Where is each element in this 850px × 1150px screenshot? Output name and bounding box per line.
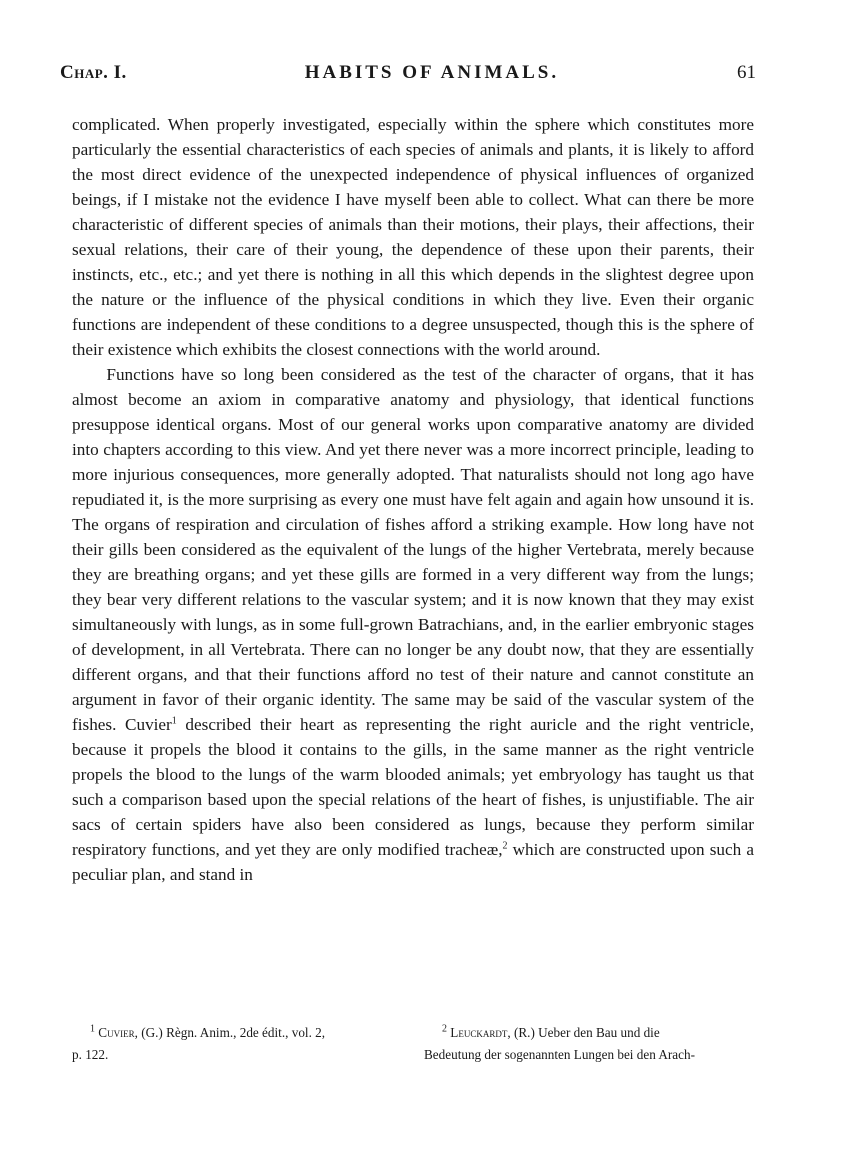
footnote-text: , (G.) Règn. Anim., 2de édit., vol. 2, (134, 1025, 326, 1040)
page-number: 61 (736, 62, 756, 83)
footnote-text: , (R.) Ueber den Bau und die (507, 1025, 660, 1040)
paragraph (72, 362, 754, 887)
footnote-marker: 1 (90, 1023, 95, 1035)
footnote-1 (72, 1022, 392, 1066)
footnote-ref: 2 (502, 840, 508, 852)
footnote-line (424, 1022, 754, 1044)
paragraph-text: Functions have so long been considered as the test of the character of organs, that it has almost become an axiom in comparative anatomy and physiology, that identical functions presuppose identical organs. Most of our general works upon comparative anatomy are divided into chapters according to this view. And yet there never was a more incorrect principle, leading to more injurious consequences, more generally adopted. That naturalists should not long ago have repudiated it, is the more surprising as every one must have felt again and again how unsound it is. The organs of respiration and circulation of fishes afford a striking example. How long have not their gills been considered as the equivalent of the lungs of the higher Vertebrata, merely because they are breathing organs; and yet these gills are formed in a very different way from the lungs; they bear very different relations to the vascular system; and it is now known that they may exist simultaneously with lungs, as in some full-grown Batrachians, and, in the earlier embryonic stages of development, in all Vertebrata. There can no longer be any doubt now, that they are essentially different organs, and that their functions afford no test of their nature and cannot constitute an argument in favor of their organic identity. The same may be said of the vascular system of the fishes. Cuvier (72, 365, 754, 734)
chapter-label: Chap. I. (60, 62, 127, 83)
body-text (72, 112, 754, 887)
footnote-line (72, 1022, 392, 1044)
footnote-author: Leuckardt (450, 1025, 508, 1040)
paragraph-text: which are constructed upon such a peculiar plan, and stand in (72, 840, 755, 884)
footnotes (72, 1022, 754, 1066)
footnote-ref: 1 (171, 715, 177, 727)
paragraph: complicated. When properly investigated, especially within the sphere which constitutes more particularly the essential characteristics of each species of animals and plants, it is likely to afford the most direct evidence of the unexpected independence of physical influences of organized beings, if I mistake not the evidence I have myself been able to collect. What can there be more characteristic of different species of animals than their motions, their plays, their affections, their sexual relations, their care of their young, the dependence of these upon their parents, their instincts, etc., etc.; and yet there is nothing in all this which depends in the slightest degree upon the nature or the influence of the physical conditions in which they live. Even their organic functions are independent of these conditions to a degree unsuspected, though this is the sphere of their existence which exhibits the closest connections with the world around. (72, 115, 754, 359)
footnote-line: Bedeutung der sogenannten Lungen bei den Arach- (424, 1047, 695, 1062)
footnote-marker: 2 (442, 1023, 447, 1035)
running-title: HABITS OF ANIMALS. (304, 62, 560, 83)
footnote-author: Cuvier (98, 1025, 135, 1040)
paragraph-text: described their heart as representing the right auricle and the right ventricle, because it propels the blood it contains to the gills, in the same manner as the right ventricle propels the blood to the lungs of the warm blooded animals; yet embryology has taught us that such a comparison based upon the special relations of the heart of fishes, is unjustifiable. The air sacs of certain spiders have also been considered as lungs, because they perform similar respiratory functions, and yet they are only modified tracheæ, (72, 715, 754, 859)
footnote-2 (424, 1022, 754, 1066)
page-header (60, 62, 756, 92)
footnote-line: p. 122. (72, 1047, 109, 1062)
